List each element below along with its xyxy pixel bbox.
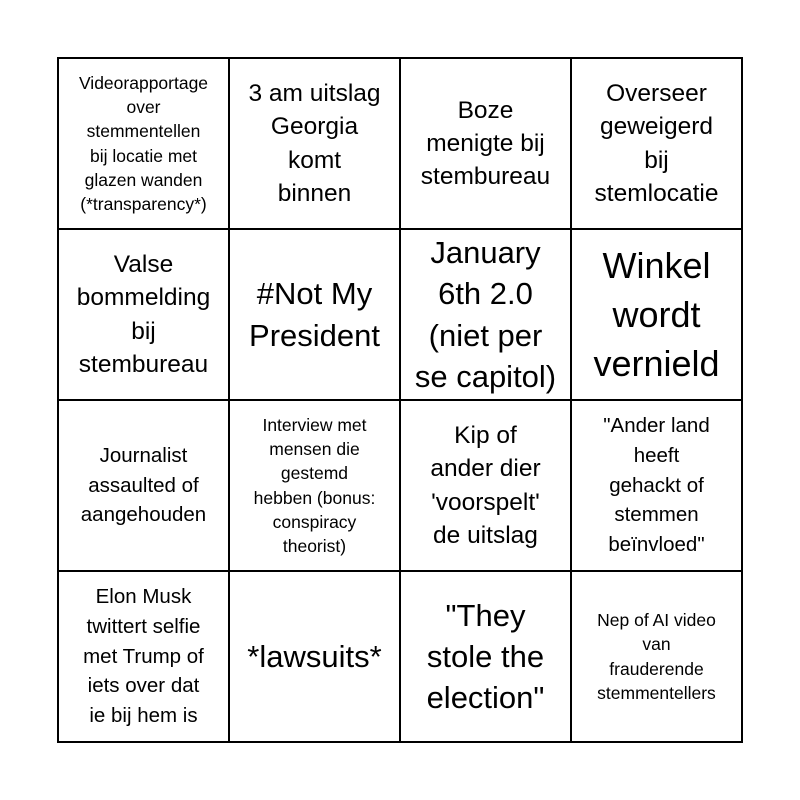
cell-text: 3 am uitslag Georgia komt binnen — [248, 79, 381, 207]
cell-text: *lawsuits* — [247, 638, 382, 674]
bingo-cell-r2c1 — [59, 230, 230, 401]
cell-text: #Not My President — [249, 276, 380, 353]
cell-text: "Ander land heeft gehackt of stemmen beïnvloed" — [603, 414, 710, 557]
cell-text: "They stole the election" — [426, 597, 545, 716]
bingo-cell-r3c2 — [230, 401, 401, 572]
bingo-cell-r1c1 — [59, 59, 230, 230]
cell-text: Videorapportage over stemmentellen bij locatie met glazen wanden (*transparency*) — [78, 73, 209, 214]
bingo-cell-r3c4 — [572, 401, 743, 572]
bingo-cell-r4c4 — [572, 572, 743, 743]
bingo-cell-r3c1 — [59, 401, 230, 572]
cell-text: Kip of ander dier 'voorspelt' de uitslag — [430, 421, 541, 549]
cell-text: Elon Musk twittert selfie met Trump of iets over dat ie bij hem is — [83, 585, 204, 728]
bingo-cell-r1c4 — [572, 59, 743, 230]
bingo-cell-r1c2 — [230, 59, 401, 230]
bingo-board — [57, 57, 743, 743]
cell-text: Boze menigte bij stembureau — [420, 96, 551, 191]
bingo-cell-r3c3 — [401, 401, 572, 572]
cell-text: Interview met mensen die gestemd hebben (bonus: conspiracy theorist) — [253, 415, 376, 556]
bingo-cell-r4c3 — [401, 572, 572, 743]
bingo-cell-r2c2 — [230, 230, 401, 401]
bingo-cell-r4c1 — [59, 572, 230, 743]
cell-text: Journalist assaulted of aangehouden — [80, 443, 207, 527]
bingo-cell-r4c2 — [230, 572, 401, 743]
cell-text: January 6th 2.0 (niet per se capitol) — [414, 235, 557, 394]
cell-text: Winkel wordt vernield — [593, 244, 720, 385]
cell-text: Valse bommelding bij stembureau — [76, 250, 211, 378]
cell-text: Overseer geweigerd bij stemlocatie — [594, 79, 719, 207]
bingo-cell-r2c4 — [572, 230, 743, 401]
cell-text: Nep of AI video van frauderende stemmentellers — [597, 610, 716, 703]
bingo-cell-r1c3 — [401, 59, 572, 230]
bingo-cell-r2c3 — [401, 230, 572, 401]
